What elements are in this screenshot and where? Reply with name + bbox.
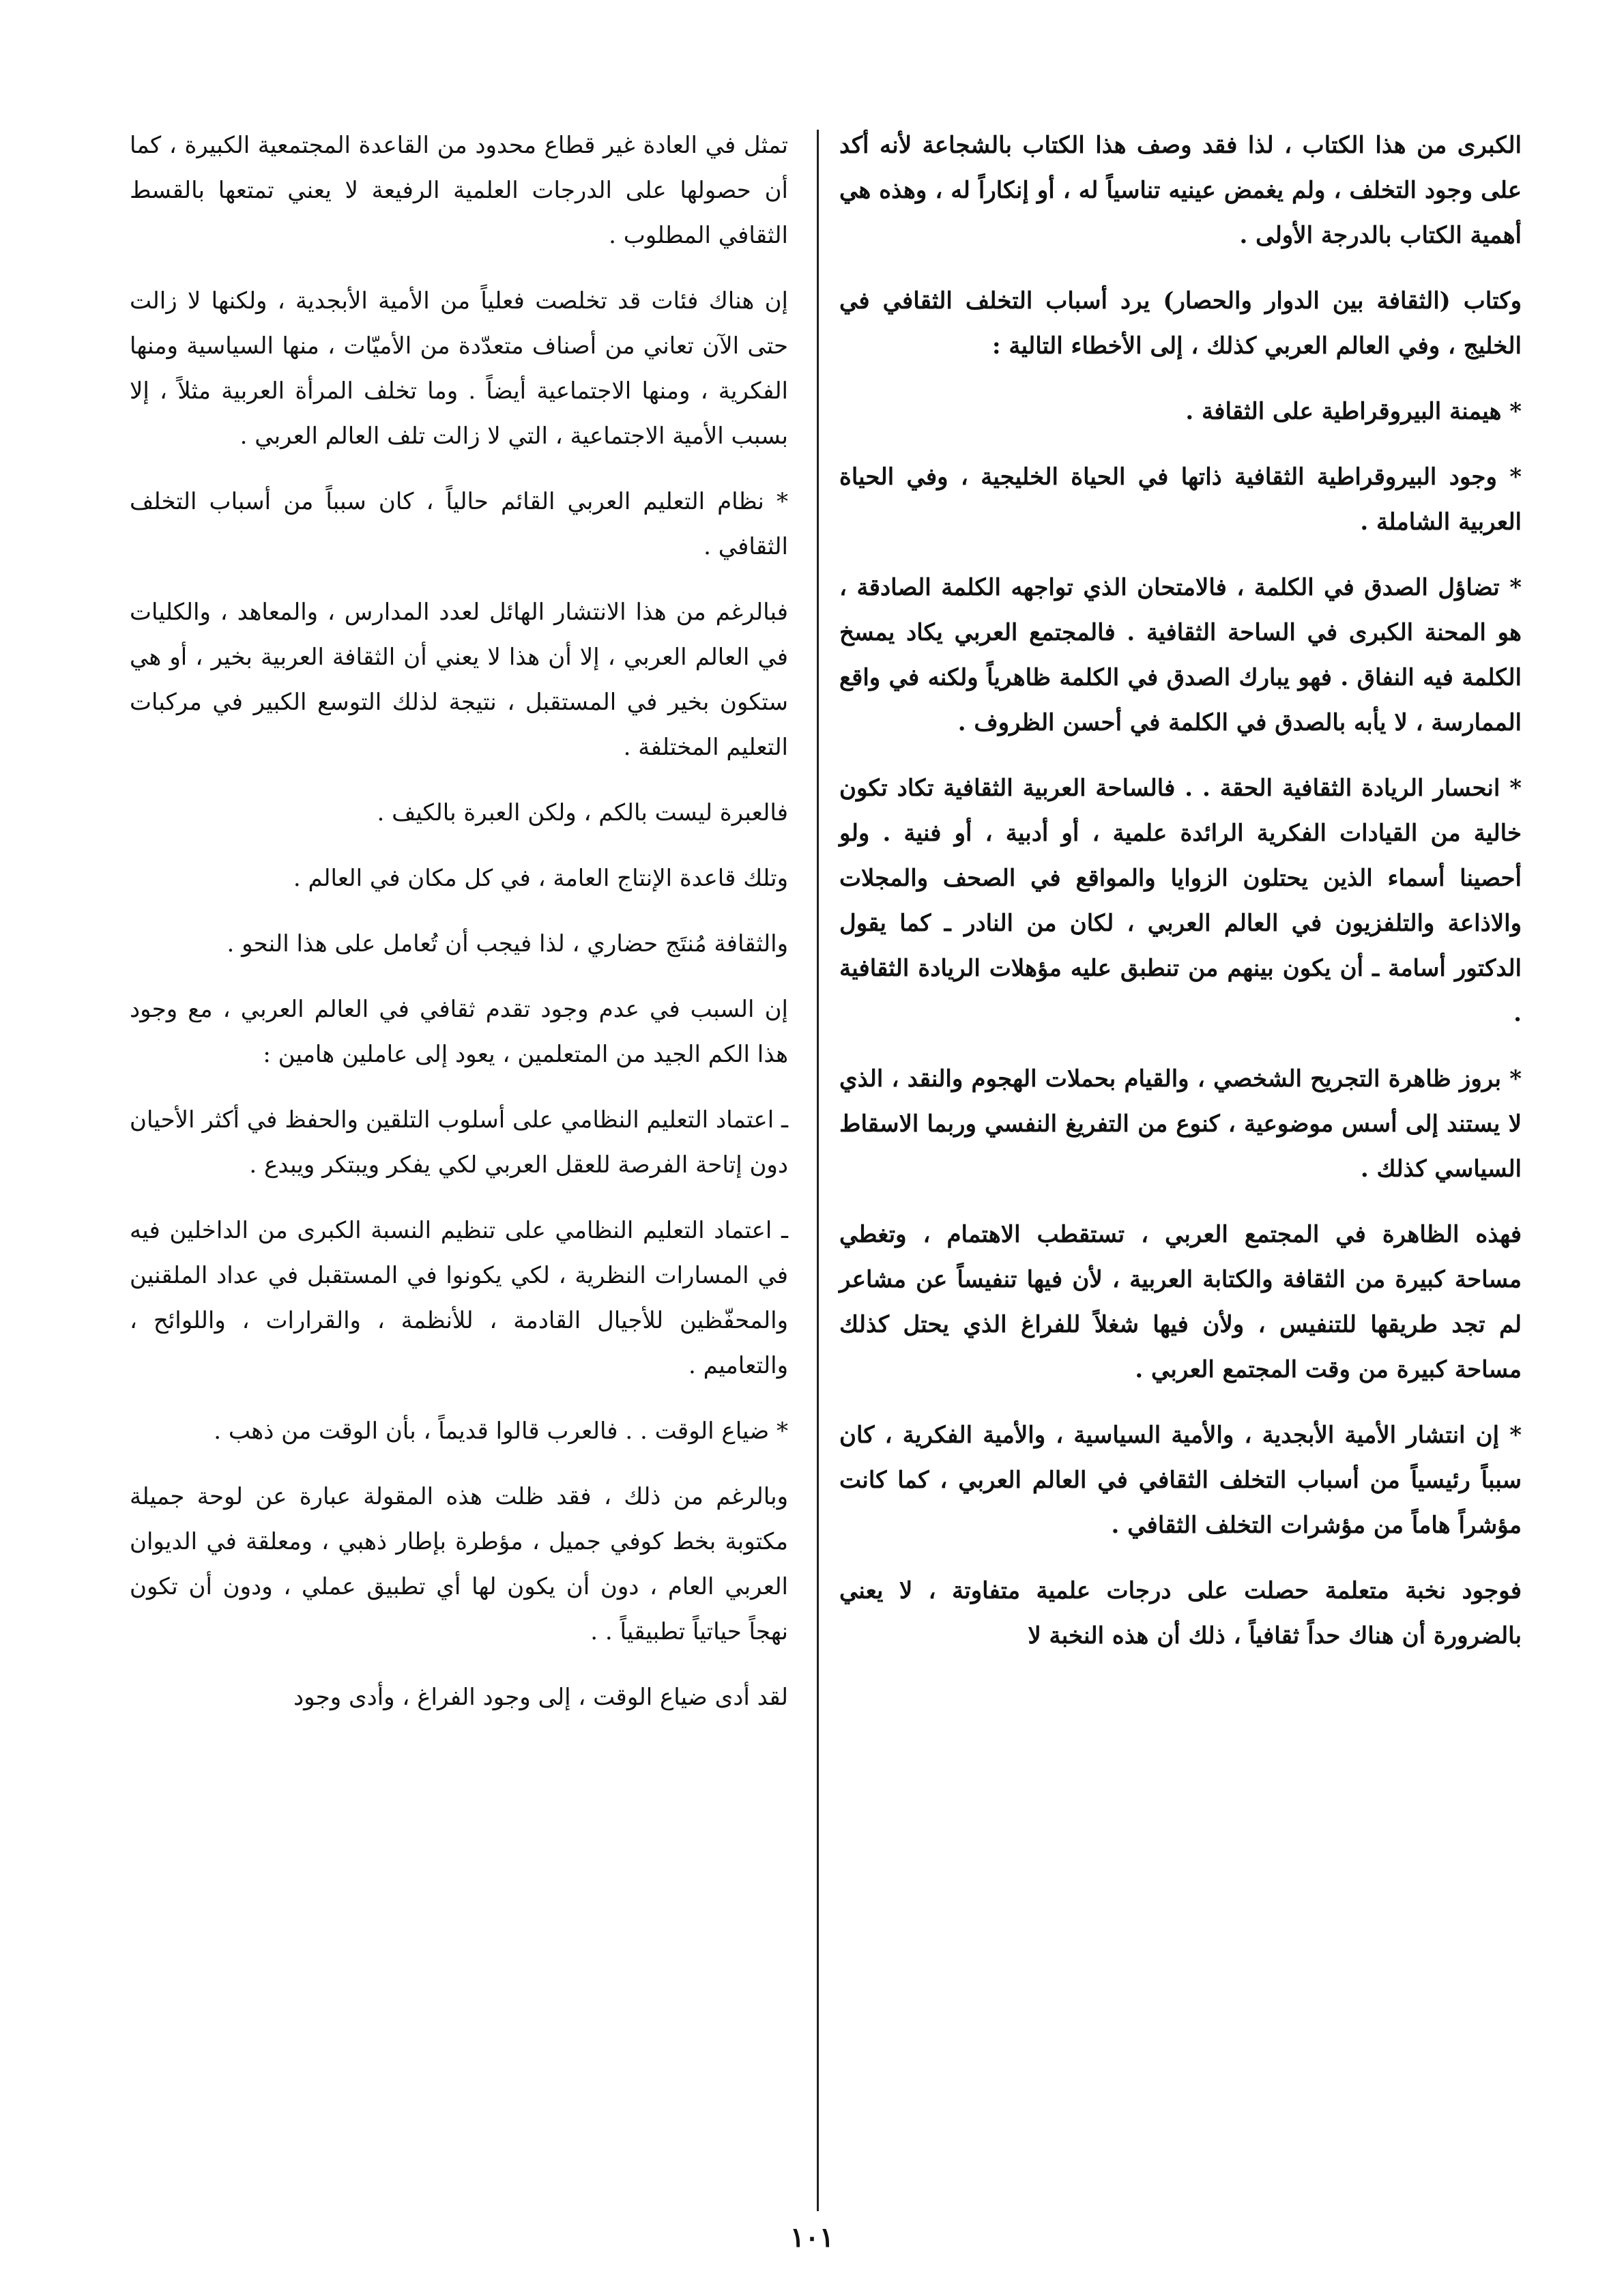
paragraph: لقد أدى ضياع الوقت ، إلى وجود الفراغ ، وأدى وجود: [293, 1684, 788, 1711]
paragraph: فهذه الظاهرة في المجتمع العربي ، تستقطب الاهتمام ، وتغطي مساحة كبيرة من الثقافة والكتابة العربية ، لأن فيها تنفيساً عن مشاعر لم تجد طريقها للتنفيس ، ولأن فيها شغلاً للفراغ الذي يحتل كذلك مساحة كبيرة من وقت المجتمع العربي .: [839, 1221, 1522, 1383]
paragraph: وكتاب (الثقافة بين الدوار والحصار) يرد أسباب التخلف الثقافي في الخليج ، وفي العالم العربي كذلك ، إلى الأخطاء التالية :: [839, 287, 1522, 360]
paragraph: * انحسار الريادة الثقافية الحقة . . فالساحة العربية الثقافية تكاد تكون خالية من القيادات الفكرية الرائدة علمية ، أو أدبية ، أو فنية . ولو أحصينا أسماء الذين يحتلون الزوايا والمواقع في الصحف والمجلات والاذاعة والتلفزيون في العالم العربي ، لكان من النادر ـ كما يقول الدكتور أسامة ـ أن يكون بينهم من تنطبق عليه مؤهلات الريادة الثقافية .: [839, 775, 1522, 1027]
column-divider: [817, 130, 819, 2211]
paragraph: * بروز ظاهرة التجريح الشخصي ، والقيام بحملات الهجوم والنقد ، الذي لا يستند إلى أسس موضوعية ، كنوع من التفريغ النفسي وربما الاسقاط السياسي كذلك .: [839, 1065, 1522, 1183]
paragraph: فبالرغم من هذا الانتشار الهائل لعدد المدارس ، والمعاهد ، والكليات في العالم العربي ، إلا أن هذا لا يعني أن الثقافة العربية بخير ، أو هي ستكون بخير في المستقبل ، نتيجة لذلك التوسع الكبير في مركبات التعليم المختلفة .: [130, 599, 788, 761]
paragraph: فالعبرة ليست بالكم ، ولكن العبرة بالكيف .: [377, 799, 788, 826]
paragraph: * هيمنة البيروقراطية على الثقافة .: [1185, 398, 1522, 425]
paragraph: ـ اعتماد التعليم النظامي على تنظيم النسبة الكبرى من الداخلين فيه في المسارات النظرية ، لكي يكونوا في المستقبل في عداد الملقنين والمحفّظين للأجيال القادمة ، للأنظمة ، والقرارات ، واللوائح ، والتعاميم .: [130, 1217, 788, 1379]
paragraph: فوجود نخبة متعلمة حصلت على درجات علمية متفاوتة ، لا يعني بالضرورة أن هناك حداً ثقافياً ، ذلك أن هذه النخبة لا: [839, 1577, 1522, 1650]
paragraph: الكبرى من هذا الكتاب ، لذا فقد وصف هذا الكتاب بالشجاعة لأنه أكد على وجود التخلف ، ولم يغمض عينيه تناسياً له ، أو إنكاراً له ، وهذه هي أهمية الكتاب بالدرجة الأولى .: [839, 132, 1522, 249]
left-column: [130, 123, 788, 1740]
paragraph: * نظام التعليم العربي القائم حالياً ، كان سبباً من أسباب التخلف الثقافي .: [130, 488, 788, 560]
paragraph: تمثل في العادة غير قطاع محدود من القاعدة المجتمعية الكبيرة ، كما أن حصولها على الدرجات العلمية الرفيعة لا يعني تمتعها بالقسط الثقافي المطلوب .: [130, 132, 788, 249]
paragraph: * ضياع الوقت . . فالعرب قالوا قديماً ، بأن الوقت من ذهب .: [214, 1417, 788, 1445]
right-column: [839, 123, 1522, 1679]
paragraph: إن السبب في عدم وجود تقدم ثقافي في العالم العربي ، مع وجود هذا الكم الجيد من المتعلمين ، يعود إلى عاملين هامين :: [130, 996, 788, 1068]
paragraph: إن هناك فئات قد تخلصت فعلياً من الأمية الأبجدية ، ولكنها لا زالت حتى الآن تعاني من أصناف متعدّدة من الأميّات ، منها السياسية ومنها الفكرية ، ومنها الاجتماعية أيضاً . وما تخلف المرأة العربية مثلاً ، إلا بسبب الأمية الاجتماعية ، التي لا زالت تلف العالم العربي .: [130, 287, 788, 450]
paragraph: * تضاؤل الصدق في الكلمة ، فالامتحان الذي تواجهه الكلمة الصادقة ، هو المحنة الكبرى في الساحة الثقافية . فالمجتمع العربي يكاد يمسخ الكلمة فيه النفاق . فهو يبارك الصدق في الكلمة ظاهرياً ولكنه في واقع الممارسة ، لا يأبه بالصدق في الكلمة في أحسن الظروف .: [839, 574, 1522, 736]
paragraph: * إن انتشار الأمية الأبجدية ، والأمية السياسية ، والأمية الفكرية ، كان سبباً رئيسياً من أسباب التخلف الثقافي في العالم العربي ، كما كانت مؤشراً هاماً من مؤشرات التخلف الثقافي .: [839, 1422, 1522, 1539]
paragraph: وتلك قاعدة الإنتاج العامة ، في كل مكان في العالم .: [293, 865, 788, 892]
paragraph: * وجود البيروقراطية الثقافية ذاتها في الحياة الخليجية ، وفي الحياة العربية الشاملة .: [839, 463, 1522, 536]
paragraph: والثقافة مُنتَج حضاري ، لذا فيجب أن تُعامل على هذا النحو .: [227, 930, 788, 957]
paragraph: ـ اعتماد التعليم النظامي على أسلوب التلقين والحفظ في أكثر الأحيان دون إتاحة الفرصة للعقل العربي لكي يفكر ويبتكر ويبدع .: [130, 1106, 788, 1179]
paragraph: وبالرغم من ذلك ، فقد ظلت هذه المقولة عبارة عن لوحة جميلة مكتوبة بخط كوفي جميل ، مؤطرة بإطار ذهبي ، ومعلقة في الديوان العربي العام ، دون أن يكون لها أي تطبيق عملي ، ودون أن تكون نهجاً حياتياً تطبيقياً . .: [130, 1483, 788, 1645]
page-number: ١٠١: [789, 2221, 835, 2253]
